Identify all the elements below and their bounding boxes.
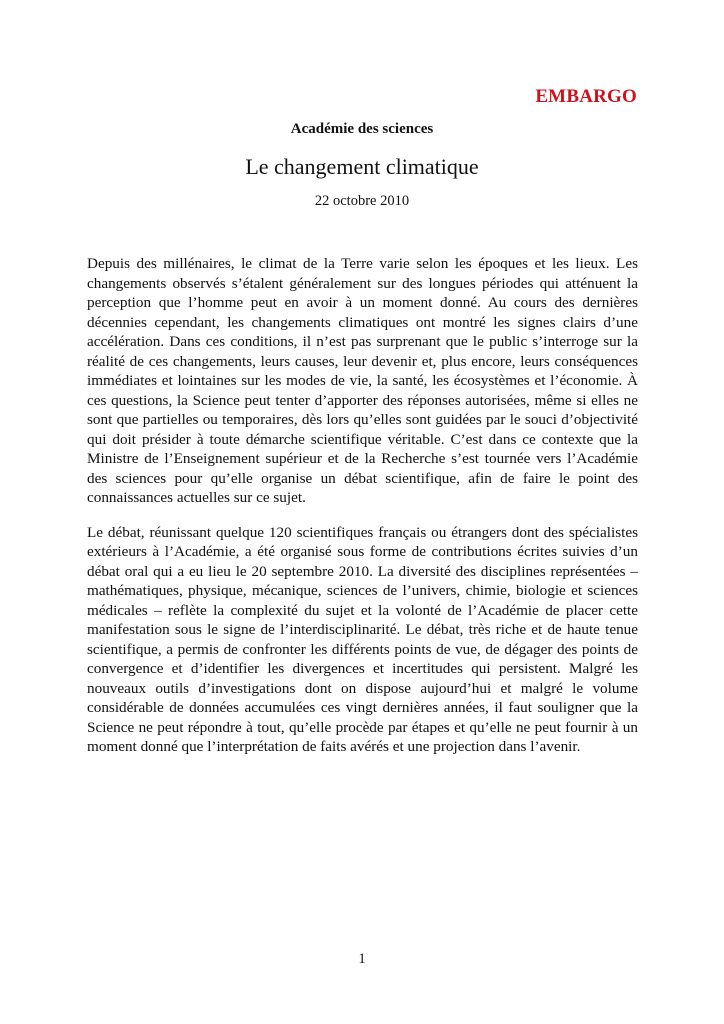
body-paragraph: Le débat, réunissant quelque 120 scientifiques français ou étrangers dont des spécialistes extérieurs à l’Académie, a été organisé sous forme de contributions écrites suivies d’un débat oral qui a eu lieu le 20 septembre 2010. La diversité des disciplines représentées – mathématiques, physique, mécanique, sciences de l’univers, chimie, biologie et sciences médicales – reflète la complexité du sujet et la volonté de l’Académie de placer cette manifestation sous le signe de l’interdisciplinarité. Le débat, très riche et de haute tenue scientifique, a permis de confronter les différents points de vue, de dégager des points de convergence et d’identifier les divergences et incertitudes qui persistent. Malgré les nouveaux outils d’investigations dont on dispose aujourd’hui et malgré le volume considérable de données accumulées ces vingt dernières années, il faut souligner que la Science ne peut répondre à tout, qu’elle procède par étapes et qu’elle ne peut fournir à un moment donné que l’interprétation de faits avérés et une projection dans l’avenir.: [87, 523, 638, 755]
body-paragraph: Depuis des millénaires, le climat de la Terre varie selon les époques et les lieux. Les changements observés s’étalent généralement sur des longues périodes qui atténuent la perception que l’homme peut en avoir à un moment donné. Au cours des dernières décennies cependant, les changements climatiques ont montré les signes clairs d’une accélération. Dans ces conditions, il n’est pas surprenant que le public s’interroge sur la réalité de ces changements, leurs causes, leur devenir et, plus encore, leurs conséquences immédiates et lointaines sur les modes de vie, la santé, les écosystèmes et l’économie. À ces questions, la Science peut tenter d’apporter des réponses autorisées, même si elles ne sont que partielles ou temporaires, dès lors qu’elles sont guidées par le souci d’objectivité qui doit présider à toute démarche scientifique véritable. C’est dans ce contexte que la Ministre de l’Enseignement supérieur et de la Recherche s’est tournée vers l’Académie des sciences pour qu’elle organise un débat scientifique, afin de faire le point des connaissances actuelles sur ce sujet.: [87, 255, 638, 506]
document-title: Le changement climatique: [245, 154, 479, 179]
page-number: 1: [358, 951, 366, 967]
institution-name: Académie des sciences: [290, 121, 434, 137]
document-body: [87, 254, 638, 772]
document-date: 22 octobre 2010: [314, 193, 410, 209]
embargo-label: EMBARGO: [535, 86, 637, 107]
